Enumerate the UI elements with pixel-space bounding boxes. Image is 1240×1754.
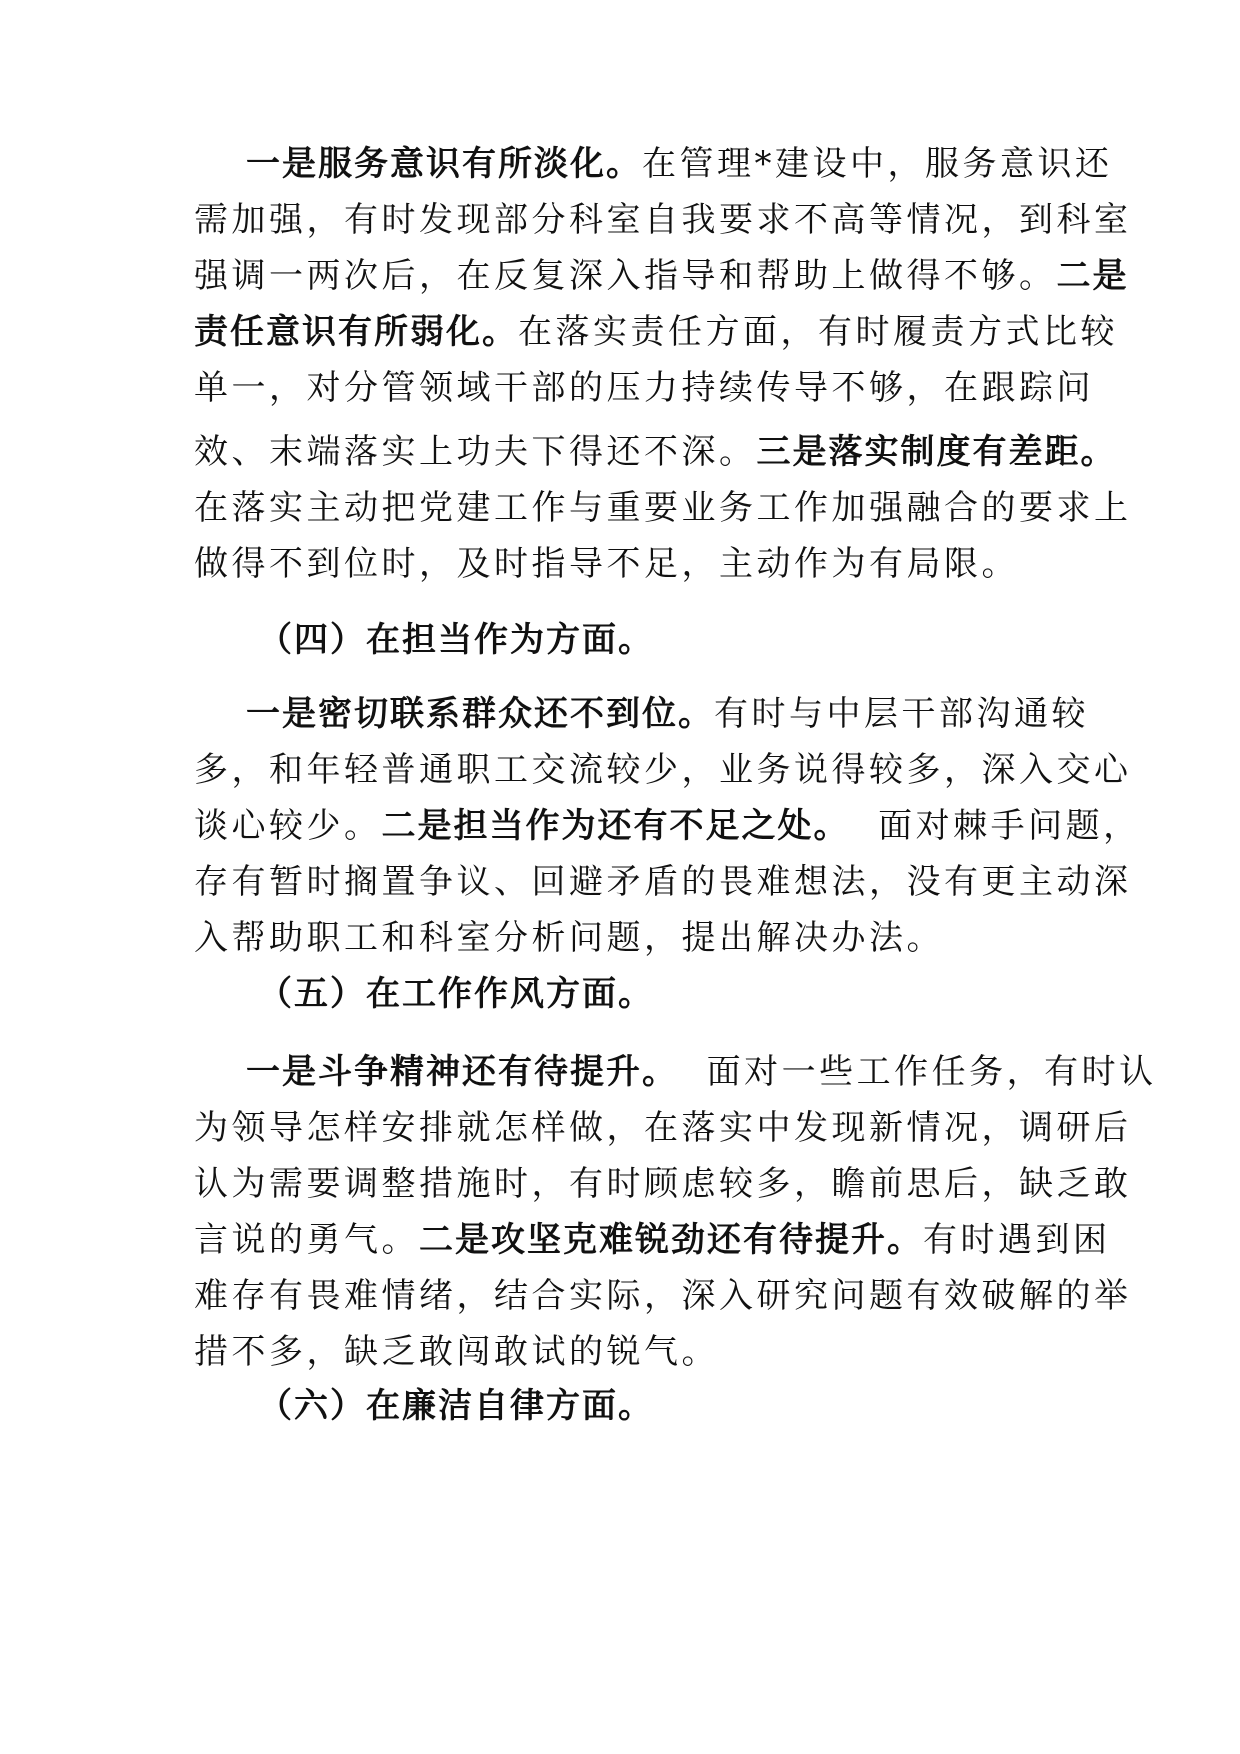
bold-lead: 一是斗争精神还有待提升。 [246,1052,678,1092]
text-run: 在管理*建设中，服务意识还 [642,144,1113,184]
text-line [194,424,1117,480]
section-heading-5 [194,966,1024,1022]
section-heading: （六）在廉洁自律方面。 [258,1386,654,1426]
text-line [194,536,1024,592]
section-heading-6 [194,1378,1024,1434]
text-line [194,136,1113,192]
bold-lead: 二是 [1056,256,1129,296]
text-line [194,798,1141,854]
bold-lead: 一是密切联系群众还不到位。 [246,694,714,734]
text-line [194,1268,1132,1324]
text-run: 措不多，缺乏敢闯敢试的锐气。 [194,1332,719,1372]
text-line [194,192,1132,248]
text-line [194,742,1132,798]
text-line [194,1324,1024,1380]
bold-lead: 二是担当作为还有不足之处。 [381,806,850,846]
text-line [194,1044,1157,1100]
text-run: 入帮助职工和科室分析问题，提出解决办法。 [194,918,944,958]
text-line [194,1212,1111,1268]
text-run: 单一，对分管领域干部的压力持续传导不够，在跟踪问 [194,368,1094,408]
text-line [194,248,1129,304]
text-line [194,686,1089,742]
text-line [194,360,1094,416]
text-run: 面对一些工作任务，有时认 [678,1052,1157,1092]
text-run: 需加强，有时发现部分科室自我要求不高等情况，到科室 [194,200,1132,240]
text-run: 在落实主动把党建工作与重要业务工作加强融合的要求上 [194,488,1132,528]
section-heading-4 [194,612,1024,668]
paragraph-service-awareness [194,136,1132,592]
bold-lead: 二是攻坚克难锐劲还有待提升。 [419,1220,923,1260]
text-line [194,910,1024,966]
text-run: 在落实责任方面，有时履责方式比较 [518,312,1118,352]
bold-lead: 三是落实制度有差距。 [756,432,1117,472]
text-run: 强调一两次后，在反复深入指导和帮助上做得不够。 [194,256,1057,296]
text-run: 言说的勇气。 [194,1220,419,1260]
text-run: 多，和年轻普通职工交流较少，业务说得较多，深入交心 [194,750,1132,790]
text-run: 有时与中层干部沟通较 [714,694,1089,734]
text-run: 效、末端落实上功夫下得还不深。 [194,432,757,472]
bold-lead: 一是服务意识有所淡化。 [246,144,642,184]
text-run: 为领导怎样安排就怎样做，在落实中发现新情况，调研后 [194,1108,1132,1148]
text-line [194,1156,1132,1212]
text-run: 做得不到位时，及时指导不足，主动作为有局限。 [194,544,1019,584]
section-heading: （五）在工作作风方面。 [258,974,654,1014]
bold-lead: 责任意识有所弱化。 [194,312,518,352]
section-heading: （四）在担当作为方面。 [258,620,654,660]
text-run: 难存有畏难情绪，结合实际，深入研究问题有效破解的举 [194,1276,1132,1316]
text-run: 有时遇到困 [923,1220,1111,1260]
text-run: 认为需要调整措施时，有时顾虑较多，瞻前思后，缺乏敢 [194,1164,1132,1204]
text-run: 存有暂时搁置争议、回避矛盾的畏难想法，没有更主动深 [194,862,1132,902]
paragraph-work-style [194,1044,1157,1380]
text-run: 谈心较少。 [194,806,382,846]
text-line [194,304,1118,360]
text-line [194,854,1132,910]
text-run: 面对棘手问题， [849,806,1141,846]
paragraph-responsibility [194,686,1141,966]
text-line [194,480,1132,536]
text-line [194,1100,1132,1156]
